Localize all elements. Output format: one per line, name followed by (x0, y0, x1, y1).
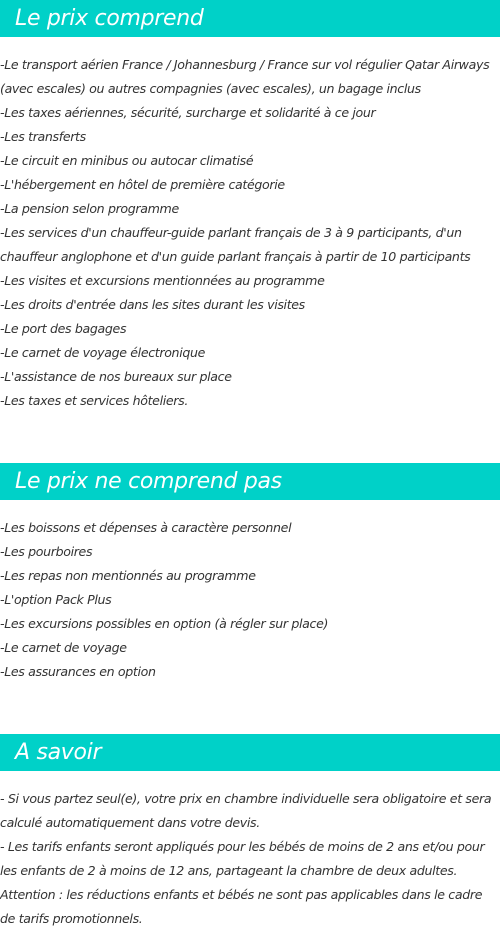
list-item: -Les taxes aériennes, sécurité, surcharge et solidarité à ce jour (0, 105, 376, 120)
list-item: -Les assurances en option (0, 664, 156, 679)
list-item: -Le carnet de voyage électronique (0, 345, 206, 360)
not-included-list (0, 516, 500, 684)
list-item: -Les visites et excursions mentionnées au programme (0, 273, 325, 288)
list-item: -L'assistance de nos bureaux sur place (0, 369, 232, 384)
list-item: -Les excursions possibles en option (à régler sur place) (0, 616, 329, 631)
list-item: -Le port des bagages (0, 321, 127, 336)
list-item: -L'hébergement en hôtel de première catégorie (0, 177, 285, 192)
included-list (0, 53, 500, 413)
list-item: -Les repas non mentionnés au programme (0, 568, 256, 583)
list-item: - Si vous partez seul(e), votre prix en chambre individuelle sera obligatoire et sera calculé automatiquement dans votre devis. (0, 791, 492, 830)
section-title-good-to-know: A savoir (0, 734, 500, 771)
list-item: -Les taxes et services hôteliers. (0, 393, 188, 408)
good-to-know-list (0, 787, 500, 931)
list-item: -Le circuit en minibus ou autocar climatisé (0, 153, 254, 168)
list-item: -Les droits d'entrée dans les sites durant les visites (0, 297, 305, 312)
list-item: -La pension selon programme (0, 201, 179, 216)
list-item: -Les transferts (0, 129, 86, 144)
list-item: -Les pourboires (0, 544, 93, 559)
list-item: -L'option Pack Plus (0, 592, 112, 607)
list-item: -Les services d'un chauffeur-guide parlant français de 3 à 9 participants, d'un chauffeur anglophone et d'un guide parlant français à partir de 10 participants (0, 225, 471, 264)
list-item: -Les boissons et dépenses à caractère personnel (0, 520, 292, 535)
list-item: Attention : les réductions enfants et bébés ne sont pas applicables dans le cadre de tarifs promotionnels. (0, 887, 483, 926)
list-item: -Le transport aérien France / Johannesburg / France sur vol régulier Qatar Airways (avec escales) ou autres compagnies (avec escales), un bagage inclus (0, 57, 490, 96)
section-title-included: Le prix comprend (0, 0, 500, 37)
section-title-not-included: Le prix ne comprend pas (0, 463, 500, 500)
list-item: -Le carnet de voyage (0, 640, 127, 655)
list-item: - Les tarifs enfants seront appliqués pour les bébés de moins de 2 ans et/ou pour les enfants de 2 à moins de 12 ans, partageant la chambre de deux adultes. (0, 839, 485, 878)
